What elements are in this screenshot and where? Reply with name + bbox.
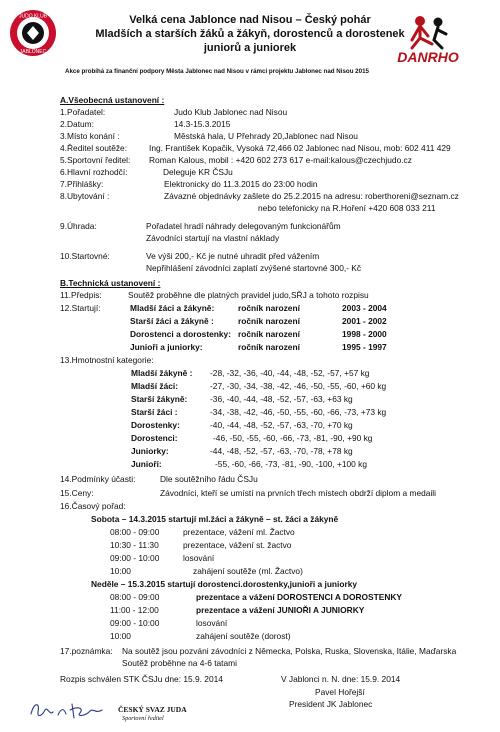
value-note-1: Na soutěž jsou pozváni závodníci z Německa, Polska, Ruska, Slovenska, Itálie, Maďarska	[122, 646, 457, 656]
label-schedule: 16.Časový pořad:	[60, 501, 126, 511]
place-date: V Jablonci n. N. dne: 15.9. 2014	[281, 674, 401, 684]
category-birth: ročník narození	[238, 316, 300, 326]
weight-class-name: Mladší žákyně :	[131, 368, 193, 378]
weight-class-name: Dorostenci:	[131, 433, 178, 443]
weight-class-values: -27, -30, -34, -38, -42, -46, -50, -55, -60, +60 kg	[210, 381, 387, 391]
label-start: 12.Startují:	[60, 303, 101, 313]
signer-name: Pavel Hořejší	[315, 687, 365, 697]
value-rules: Soutěž proběhne dle platných pravidel judo,SŘJ a tohoto rozpisu	[128, 290, 369, 300]
weight-class-values: -55, -60, -66, -73, -81, -90, -100, +100 kg	[215, 459, 368, 469]
schedule-text: losování	[183, 553, 215, 563]
saturday-heading: Sobota – 14.3.2015 startují ml.žáci a žákyně – st. žáci a žákyně	[91, 514, 339, 524]
approval-note: Rozpis schválen STK ČSJu dne: 15.9. 2014	[60, 674, 223, 684]
schedule-time: 08:00 - 09:00	[110, 527, 160, 537]
sunday-heading: Neděle – 15.3.2015 startují dorostenci.dorostenky,junioři a juniorky	[91, 579, 358, 589]
label-registration: 7.Přihlášky:	[60, 179, 104, 189]
schedule-time: 09:00 - 10:00	[110, 553, 160, 563]
label-weights: 13.Hmotnostní kategorie:	[60, 355, 154, 365]
value-payment: Pořadatel hradí náhrady delegovaným funkcionářům	[146, 221, 341, 231]
value-registration: Elektronicky do 11.3.2015 do 23:00 hodin	[164, 179, 318, 189]
schedule-text: losování	[196, 618, 228, 628]
value-venue: Městská hala, U Přehrady 20,Jablonec nad Nisou	[174, 131, 358, 141]
label-organizer: 1.Pořadatel:	[60, 107, 106, 117]
title-line-3: juniorů a juniorek	[203, 42, 297, 54]
section-b-heading: B.Technická ustanovení :	[60, 278, 161, 288]
category-name: Dorostenci a dorostenky:	[130, 329, 231, 339]
category-years: 2003 - 2004	[342, 303, 387, 313]
schedule-time: 09:00 - 10:00	[110, 618, 160, 628]
schedule-time: 10:00	[110, 566, 131, 576]
schedule-text: prezentace a vážení JUNIOŘI A JUNIORKY	[196, 605, 365, 615]
weight-class-values: -44, -48, -52, -57, -63, -70, -78, +78 kg	[210, 446, 353, 456]
schedule-text: zahájení soutěže (ml. Žactvo)	[193, 566, 303, 576]
value-fee-2: Nepřihlášení závodníci zaplatí zvýšené startovné 300,- Kč	[146, 263, 362, 273]
weight-class-values: -46, -50, -55, -60, -66, -73, -81, -90, +90 kg	[213, 433, 373, 443]
logo-text-top: JUDO KLUB	[18, 13, 48, 20]
category-years: 2001 - 2002	[342, 316, 387, 326]
value-director: Ing. František Kopačik, Vysoká 72,466 02 Jablonec nad Nisou, mob: 602 411 429	[149, 143, 451, 153]
value-accommodation: Závazné objednávky zašlete do 25.2.2015 na adresu: roberthoreni@seznam.cz	[164, 191, 459, 201]
schedule-text: prezentace a vážení DOROSTENCI A DOROSTENKY	[196, 592, 403, 602]
signer-role: President JK Jablonec	[289, 699, 373, 709]
weight-class-name: Junioři:	[131, 459, 162, 469]
schedule-time: 10:30 - 11:30	[110, 540, 159, 550]
category-birth: ročník narození	[238, 342, 300, 352]
category-years: 1995 - 1997	[342, 342, 387, 352]
weight-class-name: Starší žákyně:	[131, 394, 188, 404]
value-payment-2: Závodníci startují na vlastní náklady	[146, 233, 280, 243]
danrho-logo-text: DANRHO	[397, 49, 459, 65]
support-line: Akce probíhá za finanční podpory Města Jablonec nad Nisou v rámci projektu Jablonec nad Nisou 2015	[65, 68, 369, 75]
category-birth: ročník narození	[238, 303, 300, 313]
logo-text-bottom: JABLONEC	[19, 49, 47, 55]
handwritten-signature	[28, 698, 106, 722]
weight-class-values: -36, -40, -44, -48, -52, -57, -63, +63 kg	[210, 394, 353, 404]
section-a-heading: A.Všeobecná ustanovení :	[60, 95, 165, 105]
weight-class-values: -28, -32, -36, -40, -44, -48, -52, -57, +57 kg	[210, 368, 370, 378]
schedule-time: 08:00 - 09:00	[110, 592, 160, 602]
title-line-1: Velká cena Jablonce nad Nisou – Český pohár	[129, 14, 371, 26]
label-date: 2.Datum:	[60, 119, 94, 129]
value-date: 14.3-15.3.2015	[174, 119, 231, 129]
schedule-time: 11:00 - 12:00	[110, 605, 159, 615]
label-prizes: 15.Ceny:	[60, 488, 94, 498]
weight-class-values: -34, -38, -42, -46, -50, -55, -60, -66, -73, +73 kg	[210, 407, 387, 417]
weight-class-name: Starší žáci :	[131, 407, 178, 417]
schedule-text: prezentace, vážení st. žactvo	[183, 540, 292, 550]
value-conditions: Dle soutěžního řádu ČSJu	[160, 474, 258, 484]
stamp-line-1: ČESKÝ SVAZ JUDA	[118, 705, 187, 714]
value-referee: Deleguje KR ČSJu	[163, 167, 233, 177]
weight-class-values: -40, -44, -48, -52, -57, -63, -70, +70 kg	[210, 420, 353, 430]
value-prizes: Závodníci, kteří se umístí na prvních třech místech obdrží diplom a medaili	[160, 488, 437, 498]
category-years: 1998 - 2000	[342, 329, 387, 339]
weight-class-name: Juniorky:	[131, 446, 169, 456]
value-note-2: Soutěž proběhne na 4-6 tatami	[122, 658, 238, 668]
category-birth: ročník narození	[238, 329, 300, 339]
label-conditions: 14.Podmínky účasti:	[60, 474, 136, 484]
official-stamp	[118, 700, 228, 730]
label-sport-director: 5.Sportovní ředitel:	[60, 155, 131, 165]
label-fee: 10.Startovné:	[60, 251, 110, 261]
stamp-line-2: Sportovní ředitel	[122, 715, 164, 722]
value-fee: Ve výši 200,- Kč je nutné uhradit před vážením	[146, 251, 320, 261]
category-name: Mladší žáci a žákyně:	[130, 303, 215, 313]
label-rules: 11.Předpis:	[60, 290, 102, 300]
value-sport-director: Roman Kalous, mobil : +420 602 273 617 e-mail:kalous@czechjudo.cz	[149, 155, 412, 165]
schedule-time: 10:00	[110, 631, 131, 641]
schedule-text: prezentace, vážení ml. Žactvo	[183, 527, 295, 537]
category-name: Junioři a juniorky:	[130, 342, 203, 352]
weight-class-name: Mladší žáci:	[131, 381, 179, 391]
label-venue: 3.Místo konání :	[60, 131, 120, 141]
title-line-2: Mladších a starších žáků a žákyň, dorostenců a dorostenek	[95, 28, 405, 40]
schedule-text: zahájení soutěže (dorost)	[196, 631, 291, 641]
value-accommodation-phone: nebo telefonicky na R.Hoření +420 608 033 211	[258, 203, 436, 213]
label-payment: 9.Úhrada:	[60, 221, 97, 231]
label-accommodation: 8.Ubytování :	[60, 191, 110, 201]
weight-class-name: Dorostenky:	[131, 420, 180, 430]
category-name: Starší žáci a žákyně :	[130, 316, 214, 326]
label-director: 4.Ředitel soutěže:	[60, 143, 128, 153]
label-referee: 6.Hlavní rozhodčí:	[60, 167, 128, 177]
value-organizer: Judo Klub Jablonec nad Nisou	[174, 107, 288, 117]
label-note: 17.poznámka:	[60, 646, 113, 656]
judo-klub-jablonec-logo	[9, 9, 57, 57]
